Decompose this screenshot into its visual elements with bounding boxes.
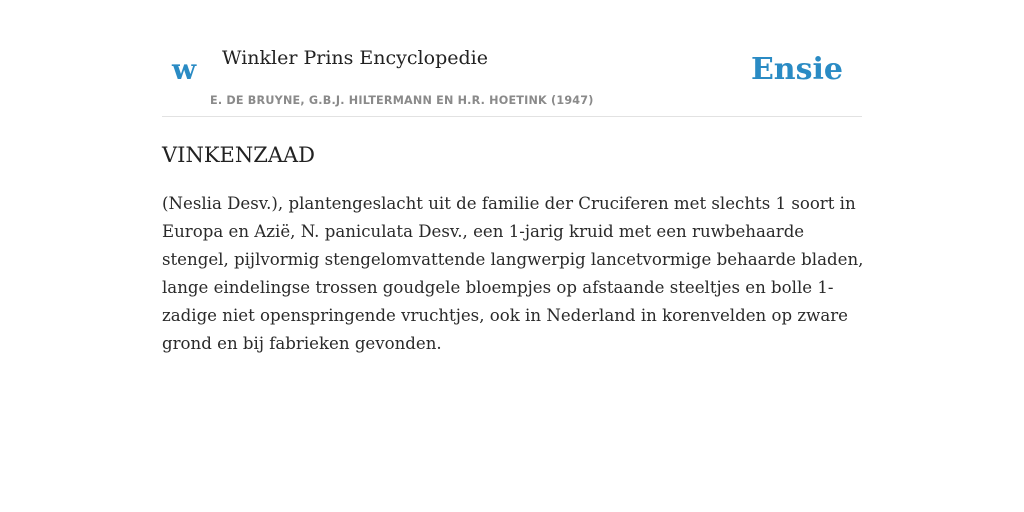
encyclopedia-authors: E. DE BRUYNE, G.B.J. HILTERMANN EN H.R. HOETINK (1947) (210, 94, 594, 107)
entry-title: VINKENZAAD (162, 143, 315, 167)
encyclopedia-header (162, 0, 862, 117)
encyclopedia-title[interactable]: Winkler Prins Encyclopedie (222, 47, 488, 69)
winkler-prins-logo[interactable]: w (172, 53, 197, 86)
entry-body: (Neslia Desv.), plantengeslacht uit de familie der Cruciferen met slechts 1 soort in Europa en Azië, N. paniculata Desv., een 1-jarig kruid met een ruwbehaarde stengel, pijlvormig stengelomvattende langwerpig lancetvormige behaarde bladen, lange eindelingse trossen goudgele bloempjes op afstaande steeltjes en bolle 1-zadige niet openspringende vruchtjes, ook in Nederland in korenvelden op zware grond en bij fabrieken gevonden. (162, 194, 864, 353)
ensie-logo-link[interactable]: Ensie (750, 52, 843, 87)
entry-content (162, 138, 872, 358)
